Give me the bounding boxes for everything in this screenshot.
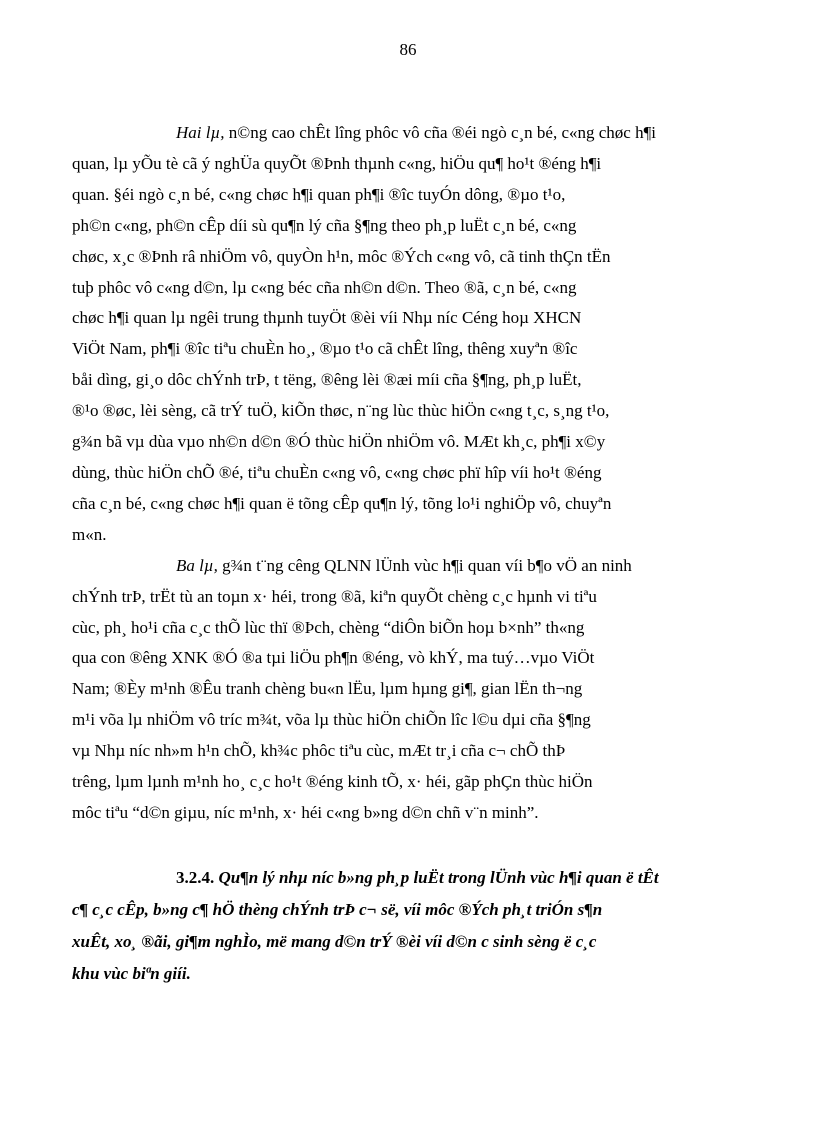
paragraph-line: quan, lµ yÕu tè cã ý nghÜa quyÕt ®Þnh thµnh c«ng, hiÖu qu¶ ho¹t ®éng h¶i (72, 153, 602, 173)
heading-line: xuÊt, xo¸ ®ãi, gi¶m nghÌo, më mang d©n trÝ ®èi víi d©n c sinh sèng ë c¸c (72, 932, 597, 951)
paragraph-line: tuþ phôc vô c«ng d©n, lµ c«ng béc cña nh©n d©n. Theo ®ã, c¸n bé, c«ng (72, 277, 577, 297)
paragraph-line: m¹i võa lµ nhiÖm vô tríc m¾t, võa lµ thùc hiÖn chiÕn lîc l©u dµi cña §¶ng (72, 710, 591, 730)
paragraph-line: m«n. (72, 524, 107, 544)
paragraph-line: chøc, x¸c ®Þnh râ nhiÖm vô, quyÒn h¹n, môc ®Ých c«ng vô, cã tinh thÇn tËn (72, 246, 611, 266)
paragraph-line (176, 551, 766, 582)
paragraph-lead: Ba lµ, (176, 555, 218, 575)
body-text (72, 118, 766, 829)
paragraph-line: ViÖt Nam, ph¶i ®îc tiªu chuÈn ho¸, ®µo t¹o cã chÊt lîng, thêng xuyªn ®îc (72, 339, 578, 359)
paragraph-lead: Hai lµ, (176, 123, 225, 142)
heading-line: khu vùc biªn giíi. (72, 964, 191, 983)
paragraph-line: dùng, thùc hiÖn chÕ ®é, tiªu chuÈn c«ng vô, c«ng chøc phï hîp víi ho¹t ®éng (72, 462, 602, 482)
paragraph-line: quan. §éi ngò c¸n bé, c«ng chøc h¶i quan ph¶i ®îc tuyÓn dông, ®µo t¹o, (72, 184, 566, 204)
line-text: n©ng cao chÊt lîng phôc vô cña ®éi ngò c¸n bé, c«ng chøc h¶i (224, 123, 657, 142)
heading-title: Qu¶n lý nhµ níc b»ng ph¸p luËt trong lÜnh vùc h¶i quan ë tÊt (214, 868, 659, 887)
heading-line (72, 862, 766, 894)
paragraph-line: g¾n bã vµ dùa vµo nh©n d©n ®Ó thùc hiÖn nhiÖm vô. MÆt kh¸c, ph¶i x©y (72, 432, 606, 452)
paragraph-line: båi dìng, gi¸o dôc chÝnh trÞ, t tëng, ®êng lèi ®æi míi cña §¶ng, ph¸p luËt, (72, 370, 582, 390)
section-heading (72, 862, 766, 990)
paragraph-line: cña c¸n bé, c«ng chøc h¶i quan ë tõng cÊp qu¶n lý, tõng lo¹i nghiÖp vô, chuyªn (72, 493, 612, 513)
heading-number: 3.2.4. (176, 868, 215, 887)
paragraph-line: ®¹o ®øc, lèi sèng, cã trÝ tuÖ, kiÕn thøc, n¨ng lùc thùc hiÖn c«ng t¸c, s¸ng t¹o, (72, 401, 610, 421)
paragraph-line: chÝnh trÞ, trËt tù an toµn x· héi, trong ®ã, kiªn quyÕt chèng c¸c hµnh vi tiªu (72, 586, 597, 606)
paragraph-line: qua con ®êng XNK ®Ó ®a tµi liÖu ph¶n ®éng, vò khÝ, ma tuý…vµo ViÖt (72, 648, 595, 668)
paragraph-1 (72, 118, 766, 551)
paragraph-line (176, 118, 766, 149)
paragraph-line: ph©n c«ng, ph©n cÊp díi sù qu¶n lý cña §¶ng theo ph¸p luËt c¸n bé, c«ng (72, 215, 577, 235)
heading-line: c¶ c¸c cÊp, b»ng c¶ hÖ thèng chÝnh trÞ c¬ së, víi môc ®Ých ph¸t triÓn s¶n (72, 900, 603, 919)
paragraph-line: chøc h¶i quan lµ ngêi trung thµnh tuyÖt ®èi víi Nhµ níc Céng hoµ XHCN (72, 308, 582, 328)
line-text: g¾n t¨ng cêng QLNN lÜnh vùc h¶i quan víi b¶o vÖ an ninh (217, 555, 632, 575)
paragraph-line: môc tiªu “d©n giµu, níc m¹nh, x· héi c«ng b»ng d©n chñ v¨n minh”. (72, 802, 539, 822)
paragraph-line: cùc, ph¸ ho¹i cña c¸c thÕ lùc thï ®Þch, chèng “diÔn biÕn hoµ b×nh” th«ng (72, 617, 585, 637)
paragraph-2 (72, 551, 766, 829)
paragraph-line: trêng, lµm lµnh m¹nh ho¸ c¸c ho¹t ®éng kinh tÕ, x· héi, gãp phÇn thùc hiÖn (72, 772, 593, 792)
paragraph-line: Nam; ®Èy m¹nh ®Êu tranh chèng bu«n lËu, lµm hµng gi¶, gian lËn th¬ng (72, 679, 583, 699)
page-number: 86 (399, 40, 417, 59)
paragraph-line: vµ Nhµ níc nh»m h¹n chÕ, kh¾c phôc tiªu cùc, mÆt tr¸i cña c¬ chÕ thÞ (72, 741, 566, 761)
